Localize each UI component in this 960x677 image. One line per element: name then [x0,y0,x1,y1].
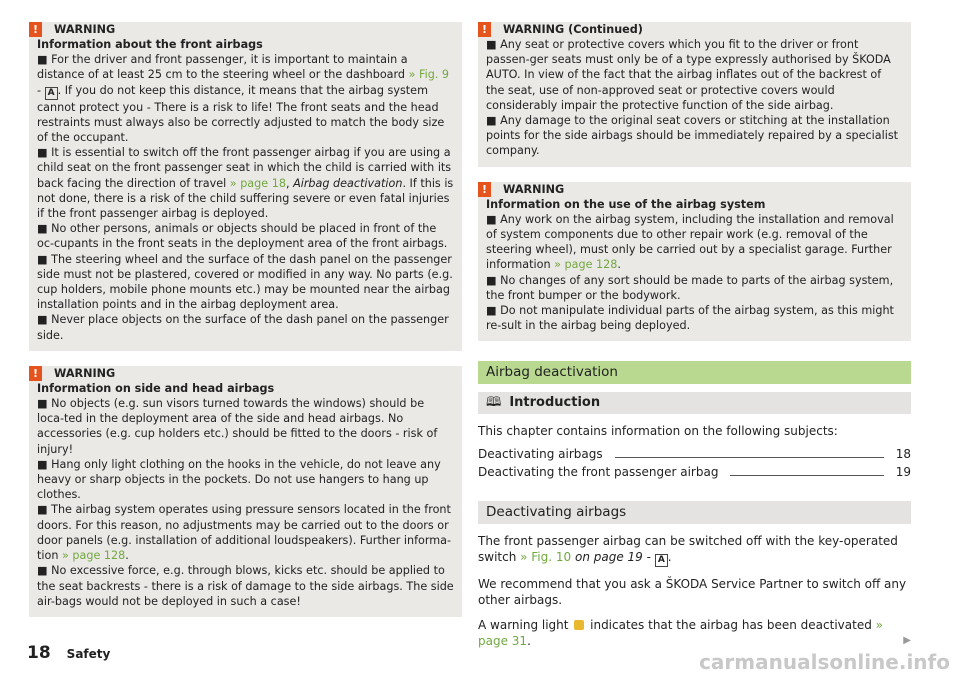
warning-item: ■ Hang only light clothing on the hooks in the vehicle, do not leave any heavy or sharp objects in the pockets. Do not use hangers to hang up clothes. [37,457,441,502]
warning-subtitle: Information on side and head airbags [37,381,275,395]
left-column [29,22,462,632]
warning-header [29,22,115,37]
airbag-warning-light-icon [574,620,584,630]
toc-entry[interactable]: Deactivating airbags 18 [478,447,911,462]
warning-icon: ! [29,22,42,37]
warning-subtitle: Information about the front airbags [37,38,263,51]
warning-icon: ! [478,22,491,37]
warning-airbag-system [478,182,911,342]
body-paragraph: A warning light indicates that the airbag has been deactivated » page 31. ▶ [478,618,911,649]
warning-item: ■ It is essential to switch off the front passenger airbag if you are using a child seat on the front passenger seat in which the child is carried with its back facing the direction of travel » page 18, Airbag deactivation. If this is not done, there is a risk of the child suffering severe or even fatal injuries if the front passenger airbag is deployed. [37,146,454,221]
section-heading: Airbag deactivation [478,361,911,384]
warning-title: WARNING [54,366,116,380]
warning-header [478,22,643,37]
chapter-title: Safety [66,647,111,661]
intro-title: Introduction [509,395,601,411]
key-a-icon: A [45,87,58,100]
warning-item: ■ No other persons, animals or objects should be placed in front of the oc-cupants in the front seats in the deployment area of the front airbags. [37,222,448,251]
warning-icon: ! [29,366,42,381]
subsection-heading: Deactivating airbags [478,501,911,524]
body-paragraph: The front passenger airbag can be switched off with the key-operated switch » Fig. 10 on page 19 - A . [478,534,898,566]
page-128-link[interactable]: » page 128 [62,549,126,563]
warning-item: ■ Do not manipulate individual parts of the airbag system, as this might re-sult in the airbag being deployed. [486,304,894,333]
warning-title: WARNING [503,182,565,196]
page-18-link[interactable]: » page 18 [229,176,286,190]
page-31-link[interactable]: » page 31 [478,618,883,649]
warning-item: ■ For the driver and front passenger, it is important to maintain a distance of at least 25 cm to the steering wheel or the dashboard » Fig. 9 - A . If you do not keep this distance, it means that the airbag system cannot protect you - There is a risk to life! The front seats and the head restraints must always also be correctly adjusted to match the body size of the occupant. [37,53,450,145]
warning-header [29,366,115,381]
warning-subtitle: Information on the use of the airbag system [486,197,766,211]
watermark: carmanualsonline.info [699,650,950,674]
warning-front-airbags [29,22,462,351]
fig-10-link[interactable]: » Fig. 10 [520,550,572,565]
warning-item: ■ Any damage to the original seat covers or stitching at the installation points for the side airbags should be immediately repaired by a specialist company. [486,114,899,158]
warning-icon: ! [478,182,491,197]
page-footer [27,643,110,663]
book-icon: 🕮 [486,395,502,411]
body-paragraph: We recommend that you ask a ŠKODA Service Partner to switch off any other airbags. [478,577,907,608]
fig-9-link[interactable]: » Fig. 9 [408,68,450,82]
page-number: 18 [27,643,51,663]
warning-item: ■ Any work on the airbag system, including the installation and removal of system components due to other repair work (e.g. removal of the steering wheel), must only be carried out by a specialist garage. Further information » page 128. [486,212,894,272]
warning-item: ■ No changes of any sort should be made to parts of the airbag system, the front bumper or the bodywork. [486,273,894,302]
warning-item: ■ Never place objects on the surface of the dash panel on the passenger side. [37,313,449,342]
right-column [478,22,911,649]
warning-side-head-airbags [29,366,462,617]
warning-header [478,182,564,197]
page-128-link[interactable]: » page 128 [554,258,618,272]
warning-item: ■ The steering wheel and the surface of the dash panel on the passenger side must not be plastered, covered or modified in any way. No parts (e.g. cup holders, mobile phone mounts etc.) may be mounted near the airbag installation points and in the airbag deployment area. [37,252,453,312]
warning-item: ■ No excessive force, e.g. through blows, kicks etc. should be applied to the seat backrests - there is a risk of damage to the side airbags. The side air-bags would not be deployed in such a case! [37,564,454,608]
key-a-icon: A [655,554,668,567]
warning-item: ■ No objects (e.g. sun visors turned towards the windows) should be loca-ted in the deployment area of the side and head airbags. No accessories (e.g. cup holders etc.) should be fitted to the doors - risk of injury! [37,397,438,456]
continue-arrow-icon: ▶ [903,635,911,647]
intro-heading [478,392,911,414]
intro-text: This chapter contains information on the following subjects: [478,424,838,439]
warning-title: WARNING (Continued) [503,22,643,36]
warning-item: ■ The airbag system operates using pressure sensors located in the front doors. For this reason, no adjustments may be carried out to the doors or door panels (e.g. installation of additional loudspeakers). Further informa-tion » page 128. [37,503,452,563]
toc [478,445,911,481]
toc-entry[interactable]: Deactivating the front passenger airbag 19 [478,465,911,480]
warning-continued [478,22,911,167]
warning-item: ■ Any seat or protective covers which you fit to the driver or front passen-ger seats must only be of a type expressly authorised by ŠKODA AUTO. In view of the fact that the airbag inflates out of the backrest of the seat, use of non-approved seat or protective covers would considerably impair the protective function of the side airbag. [486,38,891,112]
warning-title: WARNING [54,22,116,36]
